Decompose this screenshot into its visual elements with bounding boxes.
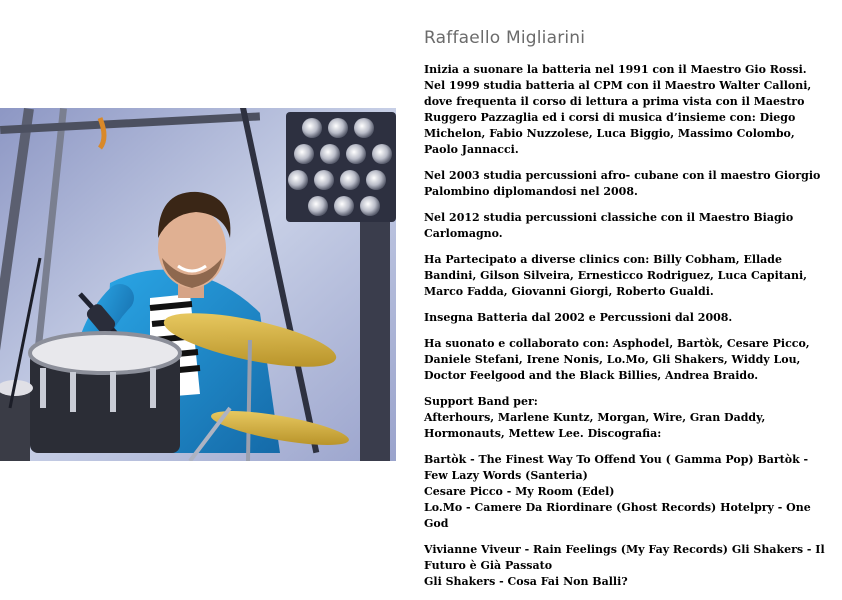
bio-line: Lo.Mo - Camere Da Riordinare (Ghost Records) Hotelpry - One God <box>424 501 811 530</box>
bio-line: Ha suonato e collaborato con: Asphodel, Bartòk, Cesare Picco, Daniele Stefani, Irene Nonis, Lo.Mo, Gli Shakers, Widdy Lou, Doctor Feelgood and the Black Billies, Andrea Braido. <box>424 337 810 382</box>
bio-line: Support Band per: <box>424 395 538 408</box>
bio-line: Nel 2003 studia percussioni afro- cubane con il maestro Giorgio Palombino diplomandosi nel 2008. <box>424 169 821 198</box>
bio-line: Vivianne Viveur - Rain Feelings (My Fay Records) Gli Shakers - Il Futuro è Già Passato <box>424 543 825 572</box>
bio-paragraph <box>424 336 830 384</box>
drummer-photo <box>0 108 396 461</box>
bio-line: Cesare Picco - My Room (Edel) <box>424 485 615 498</box>
bio-line: Ha Partecipato a diverse clinics con: Billy Cobham, Ellade Bandini, Gilson Silveira, Ernesticco Rodriguez, Luca Capitani, Marco Fadda, Giovanni Giorgi, Roberto Gualdi. <box>424 253 807 298</box>
bio-line: Bartòk - The Finest Way To Offend You ( Gamma Pop) Bartòk - Few Lazy Words (Santeria) <box>424 453 809 482</box>
bio-text <box>424 62 830 600</box>
bio-paragraph <box>424 252 830 300</box>
page-title: Raffaello Migliarini <box>424 28 586 48</box>
bio-paragraph <box>424 210 830 242</box>
bio-paragraph <box>424 62 830 158</box>
bio-paragraph <box>424 310 830 326</box>
bio-paragraph <box>424 168 830 200</box>
bio-line: Insegna Batteria dal 2002 e Percussioni dal 2008. <box>424 311 733 324</box>
bio-line: Nel 2012 studia percussioni classiche con il Maestro Biagio Carlomagno. <box>424 211 794 240</box>
bio-line: Gli Shakers - Cosa Fai Non Balli? <box>424 575 628 588</box>
bio-paragraph <box>424 542 830 590</box>
bio-paragraph <box>424 394 830 442</box>
stage-light-panel <box>286 112 396 222</box>
bio-line: Inizia a suonare la batteria nel 1991 con il Maestro Gio Rossi. Nel 1999 studia batteria al CPM con il Maestro Walter Calloni, dove frequenta il corso di lettura a prima vista con il Maestro Ruggero Pazzaglia ed i corsi di musica d’insieme con: Diego Michelon, Fabio Nuzzolese, Luca Biggio, Massimo Colombo, Paolo Jannacci. <box>424 63 812 156</box>
bio-paragraph <box>424 452 830 532</box>
bio-line: Afterhours, Marlene Kuntz, Morgan, Wire, Gran Daddy, Hormonauts, Mettew Lee. Discografia: <box>424 411 766 440</box>
